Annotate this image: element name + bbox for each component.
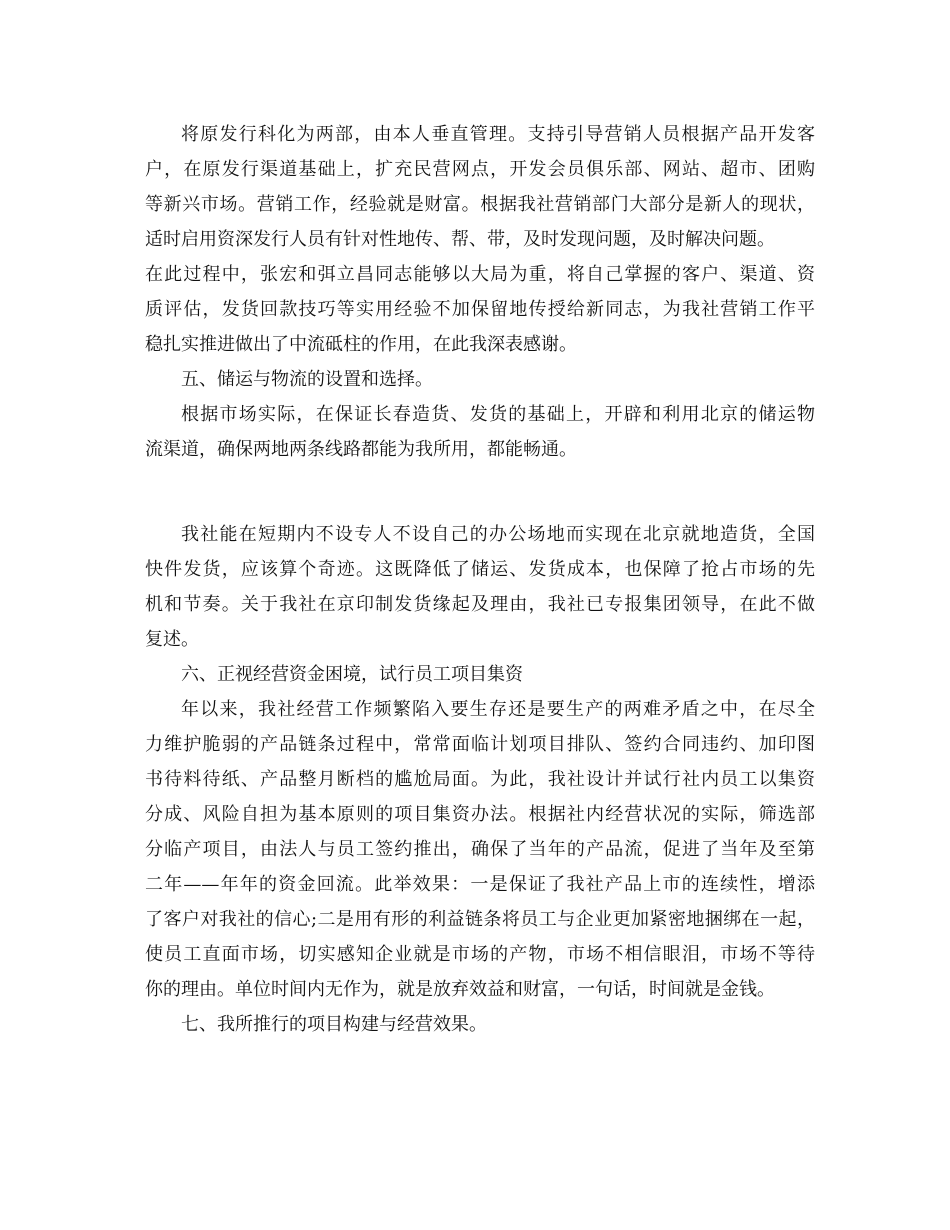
- text-line: 你的理由。单位时间内无作为，就是放弃效益和财富，一句话，时间就是金钱。: [145, 979, 775, 1000]
- text-line: 稳扎实推进做出了中流砥柱的作用，在此我深表感谢。: [145, 334, 577, 355]
- text-line: 等新兴市场。营销工作，经验就是财富。根据我社营销部门大部分是新人的现状，: [145, 194, 815, 215]
- text-line: 质评估，发货回款技巧等实用经验不加保留地传授给新同志，为我社营销工作平: [145, 299, 815, 320]
- text-line: 快件发货，应该算个奇迹。这既降低了储运、发货成本，也保障了抢占市场的先: [145, 559, 815, 580]
- text-line: 分成、风险自担为基本原则的项目集资办法。根据社内经营状况的实际，筛选部: [145, 804, 815, 825]
- text-line: 分临产项目，由法人与员工签约推出，确保了当年的产品流，促进了当年及至第: [145, 839, 815, 860]
- text-line: 将原发行科化为两部，由本人垂直管理。支持引导营销人员根据产品开发客: [181, 124, 815, 145]
- text-line: 户，在原发行渠道基础上，扩充民营网点，开发会员俱乐部、网站、超市、团购: [145, 159, 815, 180]
- section-heading: 六、正视经营资金困境，试行员工项目集资: [181, 664, 523, 685]
- text-line: 在此过程中，张宏和弭立昌同志能够以大局为重，将自己掌握的客户、渠道、资: [145, 264, 815, 285]
- text-line: 了客户对我社的信心;二是用有形的利益链条将员工与企业更加紧密地捆绑在一起，: [145, 909, 815, 930]
- text-line: 流渠道，确保两地两条线路都能为我所用，都能畅通。: [145, 439, 577, 460]
- text-line: 适时启用资深发行人员有针对性地传、帮、带，及时发现问题，及时解决问题。: [145, 229, 775, 250]
- section-heading: 七、我所推行的项目构建与经营效果。: [181, 1014, 487, 1035]
- section-heading: 五、储运与物流的设置和选择。: [181, 369, 433, 390]
- text-line: 机和节奏。关于我社在京印制发货缘起及理由，我社已专报集团领导，在此不做: [145, 594, 815, 615]
- text-line: 使员工直面市场，切实感知企业就是市场的产物，市场不相信眼泪，市场不等待: [145, 944, 815, 965]
- text-line: 我社能在短期内不设专人不设自己的办公场地而实现在北京就地造货，全国: [181, 524, 815, 545]
- text-line: 力维护脆弱的产品链条过程中，常常面临计划项目排队、签约合同违约、加印图: [145, 734, 815, 755]
- text-line: 复述。: [145, 629, 199, 650]
- text-line: 书待料待纸、产品整月断档的尴尬局面。为此，我社设计并试行社内员工以集资: [145, 769, 815, 790]
- text-line: 根据市场实际，在保证长春造货、发货的基础上，开辟和利用北京的储运物: [181, 404, 815, 425]
- text-line: 二年——年年的资金回流。此举效果：一是保证了我社产品上市的连续性，增添: [145, 874, 815, 895]
- text-line: 年以来，我社经营工作频繁陷入要生存还是要生产的两难矛盾之中，在尽全: [181, 699, 815, 720]
